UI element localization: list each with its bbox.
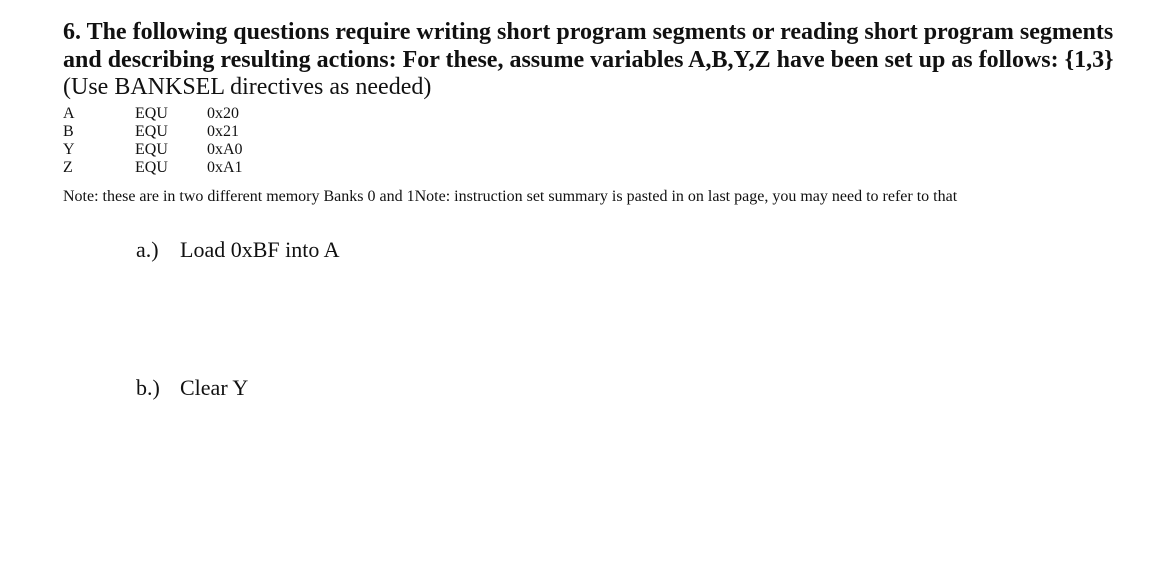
equ-directive: EQU (135, 141, 168, 158)
question-instruction: (Use BANKSEL directives as needed) (63, 74, 432, 100)
part-letter: b.) (136, 375, 160, 400)
variable-address: 0xA0 (207, 141, 243, 158)
variable-name: A (63, 105, 75, 122)
note-text: Note: these are in two different memory Banks 0 and 1Note: instruction set summary is pasted in on last page, you may need to refer to that (63, 188, 958, 205)
variable-address: 0x20 (207, 105, 239, 122)
question-heading (63, 19, 1123, 102)
part-letter: a.) (136, 237, 159, 262)
part-a (136, 237, 340, 263)
equ-directive: EQU (135, 105, 168, 122)
question-text: 6. The following questions require writing short program segments or reading short program segments and describing resulting actions: For these, assume variables A,B,Y,Z have been set up as follows: {1,3} (63, 19, 1114, 73)
variable-address: 0xA1 (207, 159, 243, 176)
variable-address: 0x21 (207, 123, 239, 140)
variable-name: B (63, 123, 74, 140)
equ-directive: EQU (135, 123, 168, 140)
part-b (136, 375, 248, 401)
equ-directive: EQU (135, 159, 168, 176)
part-text: Clear Y (180, 375, 249, 400)
variable-name: Y (63, 141, 75, 158)
part-text: Load 0xBF into A (180, 237, 340, 262)
variable-name: Z (63, 159, 73, 176)
